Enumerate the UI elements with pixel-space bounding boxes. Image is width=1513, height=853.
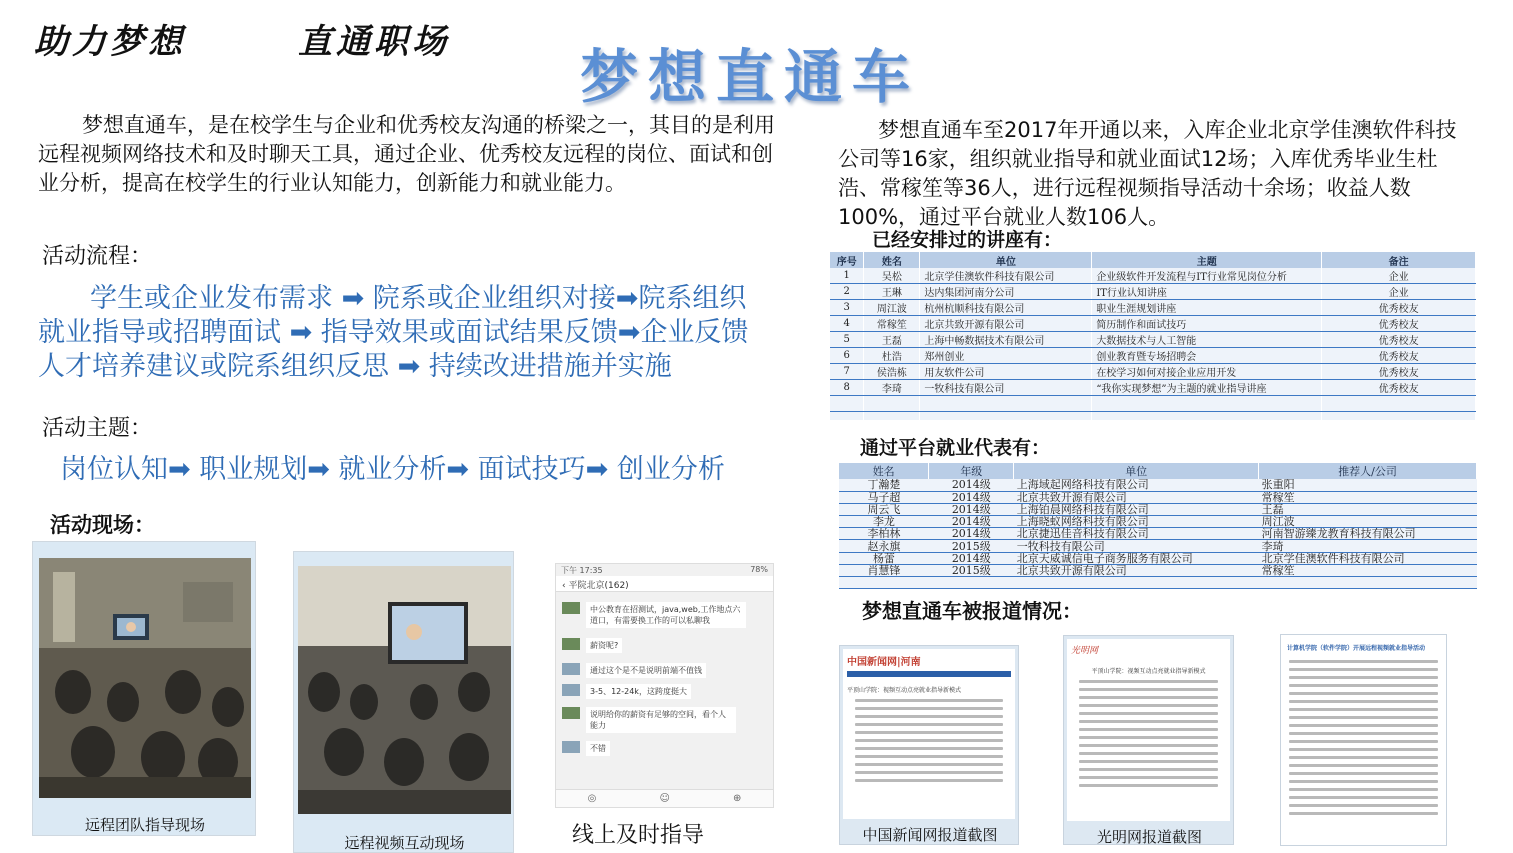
table-cell: 马子超 (839, 491, 929, 503)
table-row (830, 364, 1476, 380)
table-cell (864, 412, 920, 420)
table-cell (920, 412, 1092, 420)
table-cell: 北京天威诚信电子商务服务有限公司 (1014, 552, 1259, 564)
table-cell (1259, 577, 1477, 589)
col-header: 单位 (1014, 463, 1259, 479)
table-cell: 北京共致开源有限公司 (1014, 564, 1259, 576)
employment-table-wrap (839, 463, 1477, 589)
avatar (562, 684, 580, 696)
table-cell: 杨蕾 (839, 552, 929, 564)
press-screenshot-gmw (1063, 635, 1234, 845)
table-cell (1322, 396, 1476, 412)
table-cell: 一牧科技有限公司 (1014, 540, 1259, 552)
table-row (830, 348, 1476, 364)
table-cell: 2015级 (929, 540, 1014, 552)
table-cell: 1 (830, 268, 864, 284)
lectures-heading: 已经安排过的讲座有： (872, 229, 1063, 251)
table-cell: 在校学习如何对接企业应用开发 (1092, 364, 1322, 380)
process-flow: 学生或企业发布需求 ➡ 院系或企业组织对接➡院系组织就业指导或招聘面试 ➡ 指导效果或面试结果反馈➡企业反馈人才培养建议或院系组织反思 ➡ 持续改进措施并实施 (38, 283, 749, 382)
table-cell: 5 (830, 332, 864, 348)
avatar (562, 638, 580, 650)
table-cell: 2014级 (929, 516, 1014, 528)
slogan-right: 直通职场 (298, 22, 450, 62)
col-header: 备注 (1322, 252, 1476, 268)
photo-video-interaction (293, 551, 514, 853)
intro-left-paragraph: 梦想直通车，是在校学生与企业和优秀校友沟通的桥梁之一，其目的是利用远程视频网络技术和及时聊天工具，通过企业、优秀校友远程的岗位、面试和创业分析，提高在校学生的行业认知能力，创新能力和就业能力。 (38, 113, 775, 195)
table-row (830, 300, 1476, 316)
table-cell: 王磊 (1259, 503, 1477, 515)
table-cell: 河南智游臻龙教育科技有限公司 (1259, 528, 1477, 540)
press1-caption: 中国新闻网报道截图 (862, 826, 998, 844)
table-row (830, 396, 1476, 412)
lectures-table (830, 252, 1476, 420)
col-header: 推荐人/公司 (1259, 463, 1477, 479)
lectures-table-wrap (830, 252, 1476, 420)
intro-right-paragraph: 梦想直通车至2017年开通以来，入库企业北京学佳澳软件科技公司等16家，组织就业指导和就业面试12场；入库优秀毕业生杜浩、常稼笙等36人，进行远程视频指导活动十余场；收益人数100%，通过平台就业人数106人。 (838, 118, 1457, 229)
table-cell: 李柏林 (839, 528, 929, 540)
table-cell: 企业 (1322, 268, 1476, 284)
table-cell: 职业生涯规划讲座 (1092, 300, 1322, 316)
table-cell: 常稼笙 (864, 316, 920, 332)
table-cell (1092, 396, 1322, 412)
table-cell: 6 (830, 348, 864, 364)
press3-headline: 计算机学院（软件学院）开展远程视频就业指导活动 (1287, 645, 1426, 652)
table-cell: 侯浩栋 (864, 364, 920, 380)
col-header: 姓名 (839, 463, 929, 479)
chat-status-battery: 78% (750, 565, 768, 574)
voice-icon[interactable]: ◎ (587, 793, 597, 804)
table-cell (839, 577, 929, 589)
table-cell: 上海晓蚁网络科技有限公司 (1014, 516, 1259, 528)
table-cell: 优秀校友 (1322, 316, 1476, 332)
back-chevron-icon[interactable]: ‹ (562, 581, 566, 591)
table-cell: 3 (830, 300, 864, 316)
table-row (839, 528, 1477, 540)
classroom-photo-1 (33, 542, 257, 804)
table-cell: 用友软件公司 (920, 364, 1092, 380)
table-row (830, 284, 1476, 300)
table-row (839, 516, 1477, 528)
table-cell: 王磊 (864, 332, 920, 348)
avatar (562, 741, 580, 753)
table-row (839, 540, 1477, 552)
chat-message: 说明给你的薪资有足够的空间，看个人能力 (586, 707, 736, 733)
press-screenshot-school (1280, 634, 1447, 846)
table-cell: 简历制作和面试技巧 (1092, 316, 1322, 332)
chat-message: 薪资呢? (586, 638, 622, 653)
table-cell: 大数据技术与人工智能 (1092, 332, 1322, 348)
table-cell: 优秀校友 (1322, 364, 1476, 380)
table-cell: 常稼笙 (1259, 491, 1477, 503)
col-header: 年级 (929, 463, 1014, 479)
chat-message: 中公教育在招测试，java,web,工作地点六道口，有需要换工作的可以私聊我 (586, 602, 746, 628)
table-cell: 肖慧锋 (839, 564, 929, 576)
scene-heading: 活动现场： (50, 513, 155, 537)
table-cell: 周云飞 (839, 503, 929, 515)
table-cell: 北京学佳澳软件科技有限公司 (1259, 552, 1477, 564)
table-cell: 李龙 (839, 516, 929, 528)
col-header: 姓名 (864, 252, 920, 268)
press2-masthead: 光明网 (1071, 646, 1099, 656)
table-cell (864, 396, 920, 412)
table-cell (1322, 412, 1476, 420)
table-cell: “我你实现梦想”为主题的就业指导讲座 (1092, 380, 1322, 396)
classroom-photo-2 (294, 552, 515, 817)
table-cell: 2014级 (929, 503, 1014, 515)
table-cell: 4 (830, 316, 864, 332)
emoji-icon[interactable]: ☺ (659, 793, 670, 804)
table-cell: 赵永旗 (839, 540, 929, 552)
table-row (830, 412, 1476, 420)
table-cell: 杭州杭顺科技有限公司 (920, 300, 1092, 316)
table-cell: IT行业认知讲座 (1092, 284, 1322, 300)
table-cell: 吴松 (864, 268, 920, 284)
table-row (839, 577, 1477, 589)
employment-heading: 通过平台就业代表有： (860, 437, 1051, 459)
table-cell: 周江波 (864, 300, 920, 316)
table-cell: 优秀校友 (1322, 348, 1476, 364)
table-row (830, 316, 1476, 332)
table-row (830, 380, 1476, 396)
table-cell: 上海中畅数据技术有限公司 (920, 332, 1092, 348)
photo-remote-team (32, 541, 256, 836)
table-cell: 上海铂晨网络科技有限公司 (1014, 503, 1259, 515)
process-heading: 活动流程： (42, 244, 153, 269)
add-icon[interactable]: ⊕ (733, 793, 742, 804)
chat-title: 平院北京(162) (568, 581, 629, 591)
col-header: 单位 (920, 252, 1092, 268)
table-cell: 优秀校友 (1322, 300, 1476, 316)
table-row (830, 268, 1476, 284)
table-cell: 王琳 (864, 284, 920, 300)
avatar (562, 707, 580, 719)
photo1-caption: 远程团队指导现场 (84, 816, 205, 834)
table-cell: 张重阳 (1259, 479, 1477, 491)
table-cell: 企业级软件开发流程与IT行业常见岗位分析 (1092, 268, 1322, 284)
table-cell (1092, 412, 1322, 420)
table-cell (920, 396, 1092, 412)
press-heading: 梦想直通车被报道情况： (862, 599, 1082, 623)
table-cell: 2014级 (929, 528, 1014, 540)
table-cell: 2014级 (929, 552, 1014, 564)
table-row (839, 564, 1477, 576)
slogan-left: 助力梦想 (34, 22, 186, 62)
table-cell: 郑州创业 (920, 348, 1092, 364)
table-cell: 达内集团河南分公司 (920, 284, 1092, 300)
table-cell: 8 (830, 380, 864, 396)
table-cell: 创业教育暨专场招聘会 (1092, 348, 1322, 364)
table-cell: 常稼笙 (1259, 564, 1477, 576)
themes-flow: 岗位认知➡ 职业规划➡ 就业分析➡ 面试技巧➡ 创业分析 (60, 454, 725, 485)
press2-headline: 平顶山学院：视频互动点亮就业指导新模式 (1091, 668, 1206, 675)
table-cell: 北京学佳澳软件科技有限公司 (920, 268, 1092, 284)
table-cell: 北京捷迅佳音科技有限公司 (1014, 528, 1259, 540)
themes-heading: 活动主题： (42, 416, 153, 441)
table-row (839, 491, 1477, 503)
table-cell: 北京共致开源有限公司 (920, 316, 1092, 332)
table-cell: 企业 (1322, 284, 1476, 300)
page-title: 梦想直通车 (580, 43, 921, 111)
table-cell: 丁瀚楚 (839, 479, 929, 491)
avatar (562, 663, 580, 675)
table-cell (830, 412, 864, 420)
table-cell: 2014级 (929, 491, 1014, 503)
col-header: 序号 (830, 252, 864, 268)
chat-screenshot (555, 563, 774, 808)
chat-message: 3-5、12-24k，这跨度挺大 (586, 684, 691, 699)
table-cell: 2 (830, 284, 864, 300)
table-row (830, 332, 1476, 348)
press-screenshot-chinanews (839, 645, 1019, 845)
table-cell (1014, 577, 1259, 589)
table-cell: 2015级 (929, 564, 1014, 576)
table-cell: 李琦 (864, 380, 920, 396)
table-row (839, 503, 1477, 515)
photo2-caption: 远程视频互动现场 (344, 834, 465, 852)
photo3-caption: 线上及时指导 (572, 823, 705, 848)
employment-table (839, 463, 1477, 589)
table-cell: 上海域起网络科技有限公司 (1014, 479, 1259, 491)
table-cell: 一牧科技有限公司 (920, 380, 1092, 396)
table-cell: 优秀校友 (1322, 332, 1476, 348)
press2-caption: 光明网报道截图 (1096, 828, 1202, 845)
table-cell: 北京共致开源有限公司 (1014, 491, 1259, 503)
chat-message: 不错 (586, 741, 610, 756)
table-row (839, 552, 1477, 564)
table-cell (929, 577, 1014, 589)
table-cell: 7 (830, 364, 864, 380)
table-cell: 优秀校友 (1322, 380, 1476, 396)
press1-masthead: 中国新闻网|河南 (847, 657, 921, 668)
press1-headline: 平顶山学院：视频互动点亮就业指导新模式 (847, 687, 962, 694)
table-cell (830, 396, 864, 412)
chat-message: 通过这个是不是说明前端不值钱 (586, 663, 706, 678)
col-header: 主题 (1092, 252, 1322, 268)
table-cell: 周江波 (1259, 516, 1477, 528)
table-cell: 杜浩 (864, 348, 920, 364)
table-row (839, 479, 1477, 491)
avatar (562, 602, 580, 614)
table-cell: 李琦 (1259, 540, 1477, 552)
chat-status-time: 下午 17:35 (561, 566, 603, 575)
table-cell: 2014级 (929, 479, 1014, 491)
